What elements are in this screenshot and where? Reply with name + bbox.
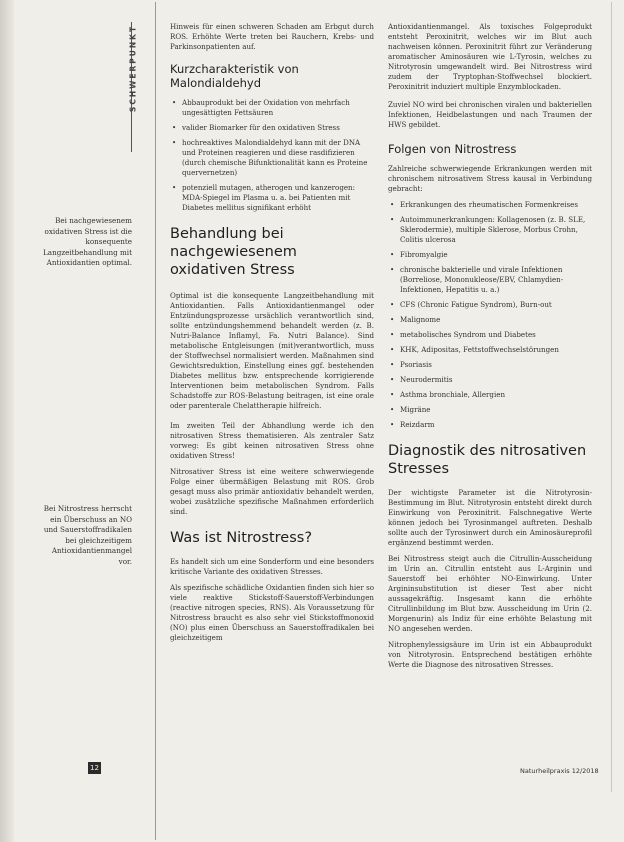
right-paragraph-1: Antioxidantienmangel. Als toxisches Folgeprodukt entsteht Peroxinitrit, welches wir im Blut auch nachweisen können. Peroxinitrit führt zur Veränderung aromatischer Aminosäuren wie L-Tyrosin, welches zu Nitrotyrosin umgewandelt wird. Bei Nitrostress wird zudem der Tryptophan-Stoffwechsel blockiert. Peroxinitrit induziert multiple Enzymblockaden. bbox=[388, 22, 592, 91]
malon-list bbox=[170, 98, 374, 213]
list-item: • Fibromyalgie bbox=[388, 250, 592, 260]
list-item: • Malignome bbox=[388, 315, 592, 325]
list-item: • KHK, Adipositas, Fettstoffwechselstörungen bbox=[388, 345, 592, 355]
heading-was-ist-nitrostress: Was ist Nitrostress? bbox=[170, 530, 313, 546]
list-item: • chronische bakterielle und virale Infektionen (Borreliose, Mononukleose/EBV, Chlamydien-Infektionen, Hepatitis u. a.) bbox=[388, 265, 592, 295]
list-item: • Asthma bronchiale, Allergien bbox=[388, 390, 592, 400]
was-paragraph-1: Es handelt sich um eine Sonderform und eine besonders kritische Variante des oxidativen Stresses. bbox=[170, 557, 374, 576]
right-paragraph-2: Zuviel NO wird bei chronischen viralen und bakteriellen Infektionen, Heidbelastungen und nach Traumen der HWS gebildet. bbox=[388, 100, 592, 129]
list-item: • Reizdarm bbox=[388, 420, 592, 430]
left-column bbox=[170, 22, 374, 649]
list-item: • Neurodermitis bbox=[388, 375, 592, 385]
diag-paragraph-1: Der wichtigste Parameter ist die Nitrotyrosin-Bestimmung im Blut. Nitrotyrosin entsteht direkt durch Einwirkung von Peroxinitrit. Falschnegative Werte können jedoch bei Tyrosinmangel auftreten. Deshalb sollte auch der Tyrosinwert durch ein Aminosäureprofil ergänzend bestimmt werden. bbox=[388, 488, 592, 547]
heading-folgen: Folgen von Nitrostress bbox=[388, 142, 517, 156]
nitrosativ-paragraph: Nitrosativer Stress ist eine weitere schwerwiegende Folge einer übermäßigen Belastung mit ROS. Grob gesagt muss also primär antioxidativ behandelt werden, wobei zusätzliche spezifische Maßnahmen erforderlich sind. bbox=[170, 467, 374, 516]
right-margin-rule bbox=[611, 2, 612, 792]
footer-issue: Naturheilpraxis 12/2018 bbox=[520, 767, 599, 775]
heading-malondialdehyd: Kurzcharakteristik von Malondialdehyd bbox=[170, 62, 299, 90]
list-item: • metabolisches Syndrom und Diabetes bbox=[388, 330, 592, 340]
heading-behandlung: Behandlung bei nachgewiesenem oxidativen Stress bbox=[170, 226, 297, 278]
list-item: • valider Biomarker für den oxidativen Stress bbox=[170, 123, 374, 133]
column-divider bbox=[155, 2, 156, 840]
page-number: 12 bbox=[88, 762, 101, 774]
section-tab bbox=[118, 22, 148, 132]
list-item: • potenziell mutagen, atherogen und kanzerogen: MDA-Spiegel im Plasma u. a. bei Patienten mit Diabetes mellitus signifikant erhöht bbox=[170, 183, 374, 213]
section-label: SCHWERPUNKT bbox=[128, 24, 138, 113]
list-item: • Migräne bbox=[388, 405, 592, 415]
zweiter-teil-paragraph: Im zweiten Teil der Abhandlung werde ich den nitrosativen Stress thematisieren. Als zentraler Satz vorweg: Es gibt keinen nitrosativen Stress ohne oxidativen Stress! bbox=[170, 421, 374, 460]
diag-paragraph-3: Nitrophenylessigsäure im Urin ist ein Abbauprodukt von Nitrotyrosin. Entsprechend bestätigen erhöhte Werte die Diagnose des nitrosativen Stresses. bbox=[388, 640, 592, 669]
intro-paragraph: Hinweis für einen schweren Schaden am Erbgut durch ROS. Erhöhte Werte treten bei Rauchern, Krebs- und Parkinsonpatienten auf. bbox=[170, 22, 374, 51]
folgen-paragraph: Zahlreiche schwerwiegende Erkrankungen werden mit chronischem nitrosativem Stress kausal in Verbindung gebracht: bbox=[388, 164, 592, 193]
diag-paragraph-2: Bei Nitrostress steigt auch die Citrullin-Ausscheidung im Urin an. Citrullin entsteht aus L-Arginin und Sauerstoff bei erhöhter NO-Einwirkung. Unter Argininsubstitution ist dieser Test aber nicht aussagekräftig. Insgesamt kann die erhöhte Citrullinbildung im Blut bzw. Ausscheidung im Urin (2. Morgenurin) als Indiz für eine erhöhte Belastung mit NO angesehen werden. bbox=[388, 554, 592, 633]
list-item: • Psoriasis bbox=[388, 360, 592, 370]
list-item: • CFS (Chronic Fatigue Syndrom), Burn-out bbox=[388, 300, 592, 310]
right-column bbox=[388, 22, 592, 676]
sidebar-note-1: Bei nachgewiesenem oxidativen Stress ist die konsequente Langzeitbehandlung mit Antioxidantien optimal. bbox=[43, 216, 132, 267]
folgen-list bbox=[388, 200, 592, 430]
was-paragraph-2: Als spezifische schädliche Oxidantien finden sich hier so viele reaktive Stickstoff-Sauerstoff-Verbindungen (reactive nitrogen species, RNS). Als Voraussetzung für Nitrostress braucht es also sehr viel Stickstoffmonoxid (NO) plus einen Überschuss an Sauerstoffradikalen bei gleichzeitigem bbox=[170, 583, 374, 642]
sidebar-note-2: Bei Nitrostress herrscht ein Überschuss an NO und Sauerstoffradikalen bei gleichzeitigem Antioxidantienmangel vor. bbox=[43, 504, 132, 566]
list-item: • Autoimmunerkrankungen: Kollagenosen (z. B. SLE, Sklerodermie), multiple Sklerose, Morbus Crohn, Colitis ulcerosa bbox=[388, 215, 592, 245]
list-item: • Erkrankungen des rheumatischen Formenkreises bbox=[388, 200, 592, 210]
page-fold-shadow bbox=[0, 0, 14, 842]
list-item: • hochreaktives Malondialdehyd kann mit der DNA und Proteinen reagieren und diese rasdifizieren (durch chemische Bifunktionalität kann es Proteine quervernetzen) bbox=[170, 138, 374, 178]
list-item: • Abbauprodukt bei der Oxidation von mehrfach ungesättigten Fettsäuren bbox=[170, 98, 374, 118]
behandlung-paragraph: Optimal ist die konsequente Langzeitbehandlung mit Antioxidantien. Falls Antioxidantienmangel oder Entzündungsprozesse ursächlich verantwortlich sind, sollte entzündungshemmend behandelt werden (z. B. Nutri-Balance Inflamyl, Fa. Nutri Balance). Sind metabolische Entgleisungen (mit)verantwortlich, muss der Stoffwechsel normalisiert werden. Maßnahmen sind Gewichtsreduktion, Einstellung eines ggf. bestehenden Diabetes mellitus bzw. entsprechende korrigierende Interventionen beim metabolischen Syndrom. Falls Schadstoffe zur ROS-Belastung beitragen, ist eine orale oder parenterale Chelattherapie hilfreich. bbox=[170, 291, 374, 410]
heading-diagnostik: Diagnostik des nitrosativen Stresses bbox=[388, 443, 587, 477]
